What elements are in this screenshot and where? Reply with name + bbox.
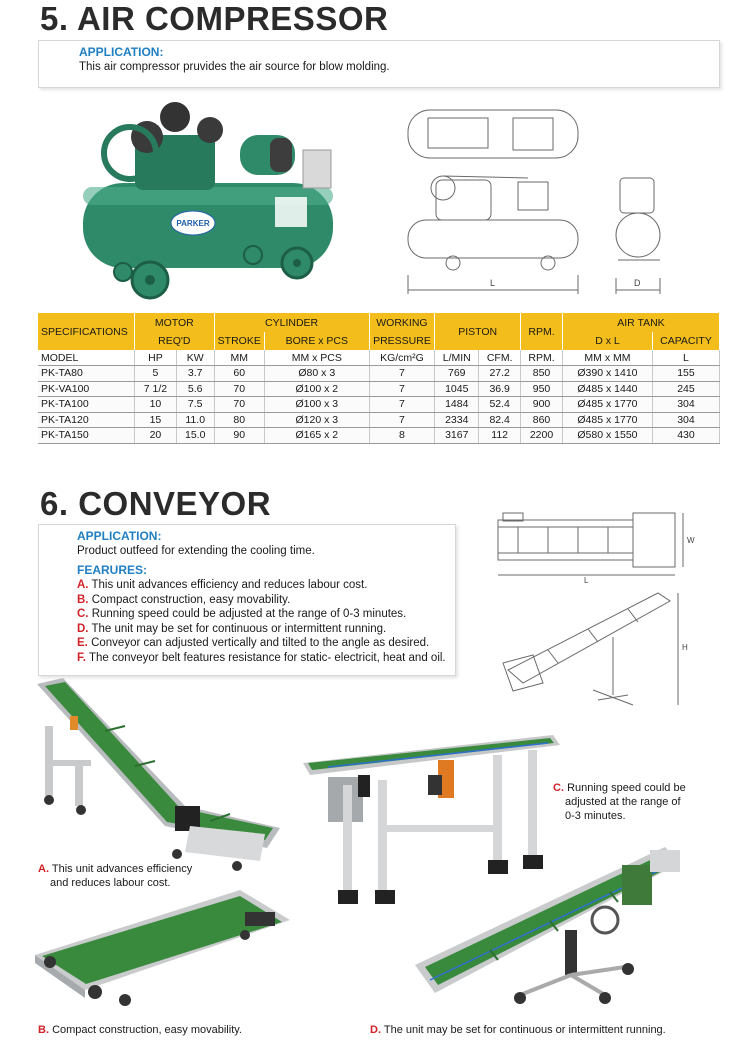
table-row bbox=[38, 366, 720, 382]
feature-text: The unit may be set for continuous or intermittent running. bbox=[91, 622, 387, 635]
header-reqd: REQ'D bbox=[135, 332, 215, 350]
caption-a-line2: and reduces labour cost. bbox=[50, 877, 171, 889]
unit-cell: KG/cm²G bbox=[369, 350, 435, 366]
table-cell: 769 bbox=[435, 366, 479, 382]
table-cell: 82.4 bbox=[479, 412, 521, 428]
table-cell: 112 bbox=[479, 428, 521, 444]
unit-cell: L bbox=[652, 350, 719, 366]
header-pressure: PRESSURE bbox=[369, 332, 435, 350]
table-cell: 850 bbox=[521, 366, 563, 382]
air-compressor-photo bbox=[75, 95, 345, 310]
conveyor-features-list bbox=[77, 578, 455, 666]
table-cell: 2334 bbox=[435, 412, 479, 428]
caption-c-line2: adjusted at the range of bbox=[565, 796, 681, 808]
table-cell: Ø80 x 3 bbox=[264, 366, 369, 382]
compressor-length-label: L bbox=[490, 278, 496, 288]
header-capacity: CAPACITY bbox=[652, 332, 719, 350]
feature-letter: F. bbox=[77, 651, 86, 664]
table-cell: 950 bbox=[521, 381, 563, 397]
table-cell: 36.9 bbox=[479, 381, 521, 397]
table-cell: Ø485 x 1770 bbox=[562, 397, 652, 413]
table-cell: 10 bbox=[135, 397, 177, 413]
feature-letter: B. bbox=[77, 593, 89, 606]
conveyor-photo-inclined bbox=[15, 676, 280, 876]
table-cell: 70 bbox=[214, 397, 264, 413]
feature-item bbox=[77, 593, 455, 608]
table-cell: 15.0 bbox=[176, 428, 214, 444]
compressor-application-box bbox=[38, 40, 720, 88]
table-cell: 90 bbox=[214, 428, 264, 444]
table-cell: Ø100 x 2 bbox=[264, 381, 369, 397]
table-cell: 70 bbox=[214, 381, 264, 397]
table-cell: 7 bbox=[369, 397, 435, 413]
conveyor-photo-inclined-stand bbox=[410, 835, 710, 1015]
table-row bbox=[38, 412, 720, 428]
table-row bbox=[38, 381, 720, 397]
table-cell: 1045 bbox=[435, 381, 479, 397]
caption-d-text: The unit may be set for continuous or intermittent running. bbox=[383, 1024, 666, 1036]
table-cell: 304 bbox=[652, 397, 719, 413]
feature-letter: A. bbox=[77, 579, 89, 591]
compressor-application-label: APPLICATION: bbox=[79, 45, 164, 59]
feature-text: Conveyor can adjusted vertically and tilted to the angle as desired. bbox=[91, 637, 430, 650]
table-cell: 3.7 bbox=[176, 366, 214, 382]
compressor-spec-table bbox=[38, 313, 720, 444]
unit-cell: MM bbox=[214, 350, 264, 366]
conveyor-width-label: W bbox=[687, 536, 695, 545]
feature-letter: D. bbox=[77, 622, 89, 635]
feature-letter: C. bbox=[77, 608, 89, 621]
table-cell: 2200 bbox=[521, 428, 563, 444]
caption-b-letter: B. bbox=[38, 1024, 49, 1036]
model-cell: PK-TA150 bbox=[38, 428, 135, 444]
table-cell: 7 1/2 bbox=[135, 381, 177, 397]
table-cell: 7 bbox=[369, 381, 435, 397]
feature-item bbox=[77, 607, 455, 622]
caption-c-line1: Running speed could be bbox=[567, 782, 686, 794]
table-cell: Ø485 x 1770 bbox=[562, 412, 652, 428]
table-cell: 7 bbox=[369, 412, 435, 428]
header-bore: BORE x PCS bbox=[264, 332, 369, 350]
table-cell: Ø485 x 1440 bbox=[562, 381, 652, 397]
unit-cell: MM x MM bbox=[562, 350, 652, 366]
feature-text: Compact construction, easy movability. bbox=[91, 593, 291, 606]
table-cell: 155 bbox=[652, 366, 719, 382]
caption-a-letter: A. bbox=[38, 863, 49, 875]
caption-c-letter: C. bbox=[553, 782, 564, 794]
table-cell: 80 bbox=[214, 412, 264, 428]
table-cell: 245 bbox=[652, 381, 719, 397]
conveyor-height-label: H bbox=[682, 643, 688, 652]
model-cell: PK-VA100 bbox=[38, 381, 135, 397]
caption-b bbox=[38, 1023, 242, 1037]
conveyor-length-label: L bbox=[584, 576, 589, 585]
feature-text: Running speed could be adjusted at the range of 0-3 minutes. bbox=[91, 608, 407, 621]
table-cell: Ø390 x 1410 bbox=[562, 366, 652, 382]
table-row bbox=[38, 428, 720, 444]
conveyor-application-text: Product outfeed for extending the cooling time. bbox=[77, 545, 315, 557]
header-cylinder: CYLINDER bbox=[214, 313, 369, 332]
caption-b-text: Compact construction, easy movability. bbox=[52, 1024, 242, 1036]
conveyor-dimension-drawing bbox=[488, 505, 708, 715]
table-cell: 7 bbox=[369, 366, 435, 382]
section-heading-air-compressor: 5. AIR COMPRESSOR bbox=[40, 0, 389, 37]
header-specifications: SPECIFICATIONS bbox=[38, 313, 135, 350]
table-cell: 304 bbox=[652, 412, 719, 428]
caption-d-letter: D. bbox=[370, 1024, 381, 1036]
table-cell: Ø120 x 3 bbox=[264, 412, 369, 428]
compressor-depth-label: D bbox=[634, 278, 641, 288]
table-row bbox=[38, 397, 720, 413]
caption-c-line3: 0-3 minutes. bbox=[565, 810, 626, 822]
table-cell: 60 bbox=[214, 366, 264, 382]
header-air-tank: AIR TANK bbox=[562, 313, 719, 332]
feature-item bbox=[77, 578, 455, 593]
feature-item bbox=[77, 636, 455, 651]
table-cell: Ø100 x 3 bbox=[264, 397, 369, 413]
table-cell: Ø580 x 1550 bbox=[562, 428, 652, 444]
feature-item bbox=[77, 651, 455, 666]
header-piston: PISTON bbox=[435, 313, 521, 350]
unit-cell: CFM. bbox=[479, 350, 521, 366]
section-heading-conveyor: 6. CONVEYOR bbox=[40, 485, 272, 522]
conveyor-features-label: FEARURES: bbox=[77, 563, 148, 577]
header-dxl: D x L bbox=[562, 332, 652, 350]
feature-text: This unit advances efficiency and reduces labour cost. bbox=[91, 579, 368, 591]
table-cell: 20 bbox=[135, 428, 177, 444]
table-cell: 430 bbox=[652, 428, 719, 444]
unit-cell: MODEL bbox=[38, 350, 135, 366]
caption-a-line1: This unit advances efficiency bbox=[51, 863, 193, 875]
model-cell: PK-TA80 bbox=[38, 366, 135, 382]
feature-item bbox=[77, 622, 455, 637]
table-cell: 52.4 bbox=[479, 397, 521, 413]
compressor-brand-label: PARKER bbox=[176, 219, 210, 228]
header-working: WORKING bbox=[369, 313, 435, 332]
table-cell: 3167 bbox=[435, 428, 479, 444]
table-cell: 15 bbox=[135, 412, 177, 428]
header-stroke: STROKE bbox=[214, 332, 264, 350]
table-cell: 1484 bbox=[435, 397, 479, 413]
header-motor: MOTOR bbox=[135, 313, 215, 332]
table-cell: 900 bbox=[521, 397, 563, 413]
unit-cell: HP bbox=[135, 350, 177, 366]
caption-d bbox=[370, 1023, 666, 1037]
compressor-application-text: This air compressor pruvides the air source for blow molding. bbox=[79, 61, 390, 73]
model-cell: PK-TA100 bbox=[38, 397, 135, 413]
table-cell: 860 bbox=[521, 412, 563, 428]
table-cell: 11.0 bbox=[176, 412, 214, 428]
table-cell: 7.5 bbox=[176, 397, 214, 413]
table-cell: 8 bbox=[369, 428, 435, 444]
compressor-dimension-drawing bbox=[398, 100, 668, 300]
header-rpm: RPM. bbox=[521, 313, 563, 350]
conveyor-application-label: APPLICATION: bbox=[77, 529, 162, 543]
unit-cell: MM x PCS bbox=[264, 350, 369, 366]
feature-letter: E. bbox=[77, 637, 88, 650]
unit-cell: RPM. bbox=[521, 350, 563, 366]
caption-c bbox=[553, 781, 686, 823]
model-cell: PK-TA120 bbox=[38, 412, 135, 428]
feature-text: The conveyor belt features resistance for static- electricit, heat and oil. bbox=[88, 651, 446, 664]
table-cell: 5 bbox=[135, 366, 177, 382]
table-cell: 27.2 bbox=[479, 366, 521, 382]
table-cell: Ø165 x 2 bbox=[264, 428, 369, 444]
unit-cell: L/MIN bbox=[435, 350, 479, 366]
table-cell: 5.6 bbox=[176, 381, 214, 397]
units-row bbox=[38, 350, 720, 366]
conveyor-application-box bbox=[38, 524, 456, 676]
conveyor-photo-flat-compact bbox=[30, 880, 300, 1015]
unit-cell: KW bbox=[176, 350, 214, 366]
